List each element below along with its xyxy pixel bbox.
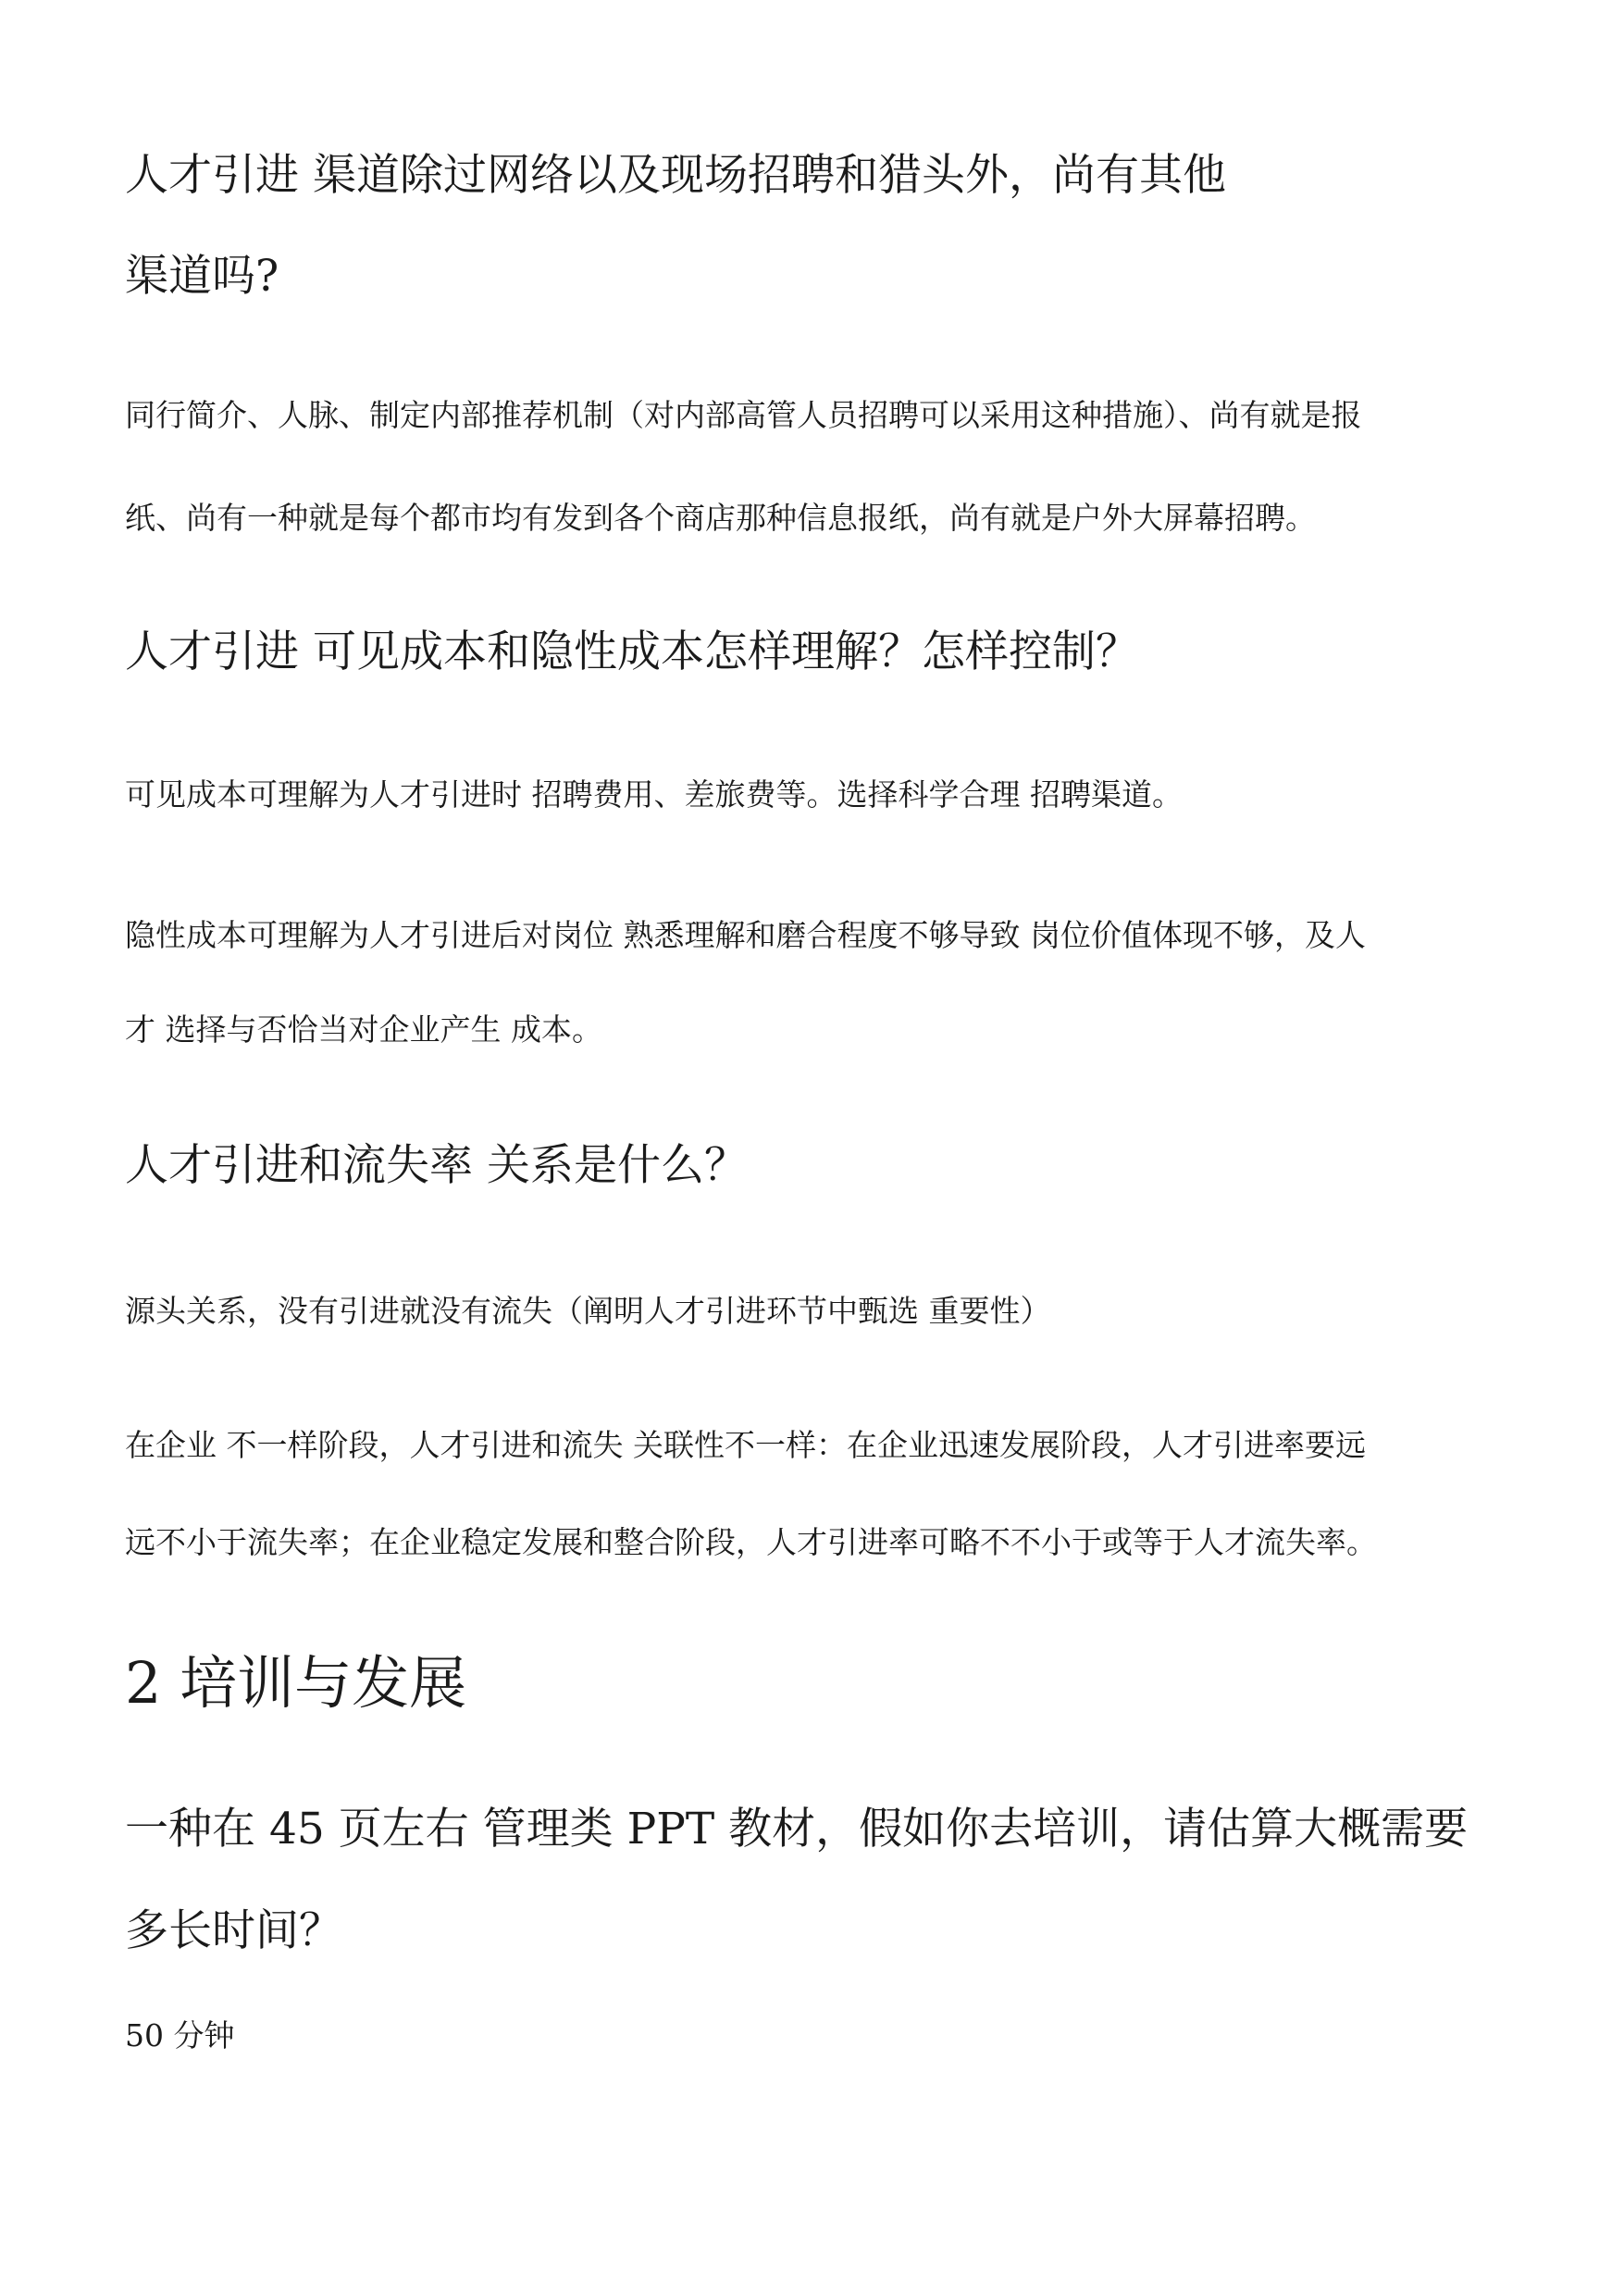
section-title: 2 培训与发展 [125,1649,467,1717]
answer-4-line-1: 50 分钟 [125,2017,235,2053]
question-heading-1-line-1: 人才引进 渠道除过网络以及现场招聘和猎头外，尚有其他 [125,150,1226,201]
answer-2-paragraph-2-line-1: 隐性成本可理解为人才引进后对岗位 熟悉理解和磨合程度不够导致 岗位价值体现不够，及人 [125,917,1366,953]
answer-2-paragraph-1-line-1: 可见成本可理解为人才引进时 招聘费用、差旅费等。选择科学合理 招聘渠道。 [125,776,1183,813]
question-heading-4-line-1: 一种在 45 页左右 管理类 PPT 教材，假如你去培训，请估算大概需要 [125,1804,1469,1855]
answer-1-line-1: 同行简介、人脉、制定内部推荐机制（对内部高管人员招聘可以采用这种措施）、尚有就是报 [125,397,1362,433]
answer-3-paragraph-2-line-2: 远不小于流失率；在企业稳定发展和整合阶段，人才引进率可略不不小于或等于人才流失率。 [125,1524,1377,1560]
question-heading-2: 人才引进 可见成本和隐性成本怎样理解？怎样控制？ [125,626,1139,677]
answer-3-paragraph-2-line-1: 在企业 不一样阶段，人才引进和流失 关联性不一样：在企业迅速发展阶段，人才引进率要远 [125,1427,1366,1463]
question-heading-3: 人才引进和流失率 关系是什么？ [125,1140,748,1191]
answer-3-paragraph-1-line-1: 源头关系，没有引进就没有流失（阐明人才引进环节中甄选 重要性） [125,1293,1051,1329]
question-heading-1-line-2: 渠道吗? [125,251,279,302]
answer-2-paragraph-2-line-2: 才 选择与否恰当对企业产生 成本。 [125,1011,602,1048]
answer-1-line-2: 纸、尚有一种就是每个都市均有发到各个商店那种信息报纸，尚有就是户外大屏幕招聘。 [125,500,1316,536]
question-heading-4-line-2: 多长时间？ [125,1905,342,1956]
